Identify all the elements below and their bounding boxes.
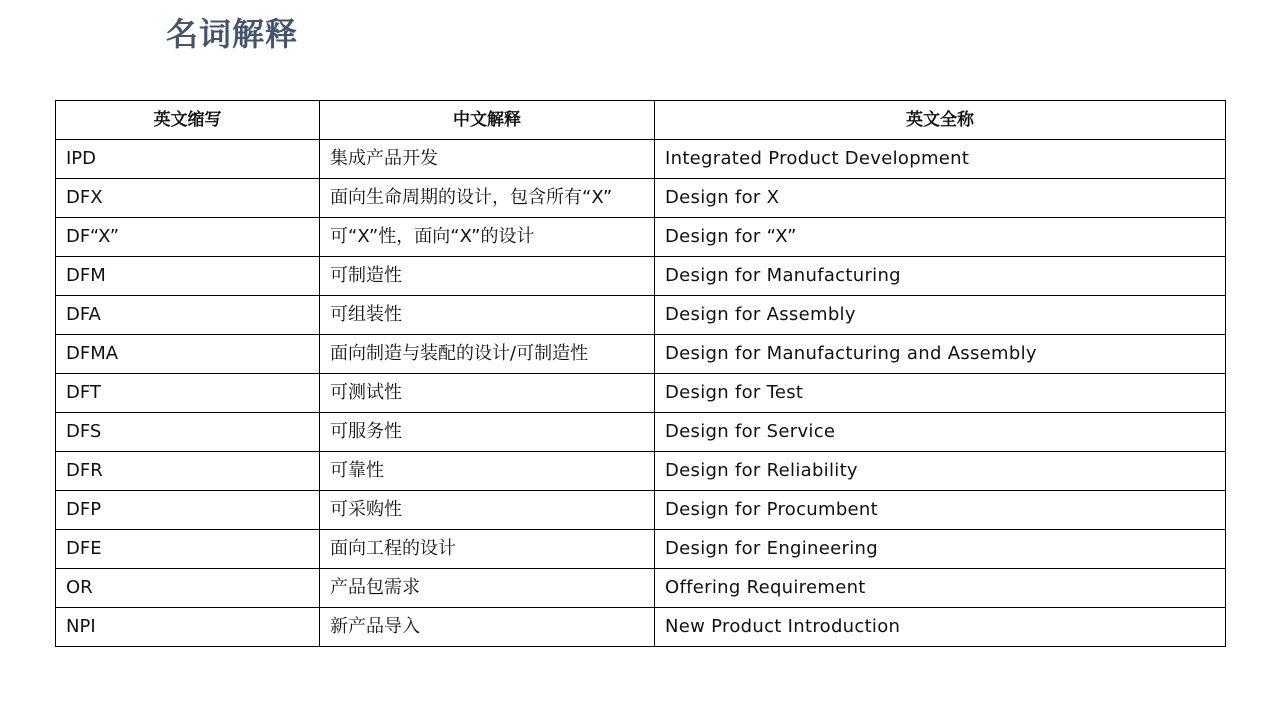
cell-abbreviation: OR: [56, 569, 320, 608]
cell-abbreviation: DFP: [56, 491, 320, 530]
cell-chinese-explanation: 可制造性: [320, 257, 655, 296]
cell-english-full-name: Design for Manufacturing: [655, 257, 1226, 296]
header-chinese-explanation: 中文解释: [320, 101, 655, 140]
table-row: [56, 140, 1226, 179]
cell-english-full-name: Design for Service: [655, 413, 1226, 452]
table-row: [56, 257, 1226, 296]
table-row: [56, 374, 1226, 413]
table-header-row: [56, 101, 1226, 140]
table-row: [56, 491, 1226, 530]
cell-chinese-explanation: 集成产品开发: [320, 140, 655, 179]
cell-english-full-name: Design for X: [655, 179, 1226, 218]
cell-english-full-name: Design for Test: [655, 374, 1226, 413]
cell-abbreviation: DFR: [56, 452, 320, 491]
cell-abbreviation: NPI: [56, 608, 320, 647]
table-row: [56, 608, 1226, 647]
cell-chinese-explanation: 面向生命周期的设计，包含所有“X”: [320, 179, 655, 218]
table-row: [56, 179, 1226, 218]
cell-abbreviation: DFX: [56, 179, 320, 218]
cell-english-full-name: Design for “X”: [655, 218, 1226, 257]
cell-chinese-explanation: 新产品导入: [320, 608, 655, 647]
table-row: [56, 413, 1226, 452]
page-title: 名词解释: [166, 15, 299, 53]
cell-abbreviation: DFMA: [56, 335, 320, 374]
cell-english-full-name: Design for Procumbent: [655, 491, 1226, 530]
header-abbreviation: 英文缩写: [56, 101, 320, 140]
cell-english-full-name: Design for Assembly: [655, 296, 1226, 335]
cell-chinese-explanation: 可测试性: [320, 374, 655, 413]
table-row: [56, 452, 1226, 491]
cell-chinese-explanation: 可“X”性，面向“X”的设计: [320, 218, 655, 257]
cell-chinese-explanation: 可服务性: [320, 413, 655, 452]
cell-english-full-name: Design for Reliability: [655, 452, 1226, 491]
cell-chinese-explanation: 产品包需求: [320, 569, 655, 608]
cell-abbreviation: DFS: [56, 413, 320, 452]
cell-chinese-explanation: 可靠性: [320, 452, 655, 491]
table-row: [56, 218, 1226, 257]
cell-chinese-explanation: 可采购性: [320, 491, 655, 530]
cell-abbreviation: DFE: [56, 530, 320, 569]
cell-english-full-name: New Product Introduction: [655, 608, 1226, 647]
cell-abbreviation: IPD: [56, 140, 320, 179]
cell-abbreviation: DFA: [56, 296, 320, 335]
table-row: [56, 569, 1226, 608]
cell-chinese-explanation: 面向制造与装配的设计/可制造性: [320, 335, 655, 374]
cell-english-full-name: Design for Engineering: [655, 530, 1226, 569]
cell-english-full-name: Design for Manufacturing and Assembly: [655, 335, 1226, 374]
header-english-full-name: 英文全称: [655, 101, 1226, 140]
table-row: [56, 335, 1226, 374]
cell-english-full-name: Offering Requirement: [655, 569, 1226, 608]
cell-abbreviation: DF“X”: [56, 218, 320, 257]
cell-abbreviation: DFM: [56, 257, 320, 296]
glossary-table: [55, 100, 1226, 647]
cell-english-full-name: Integrated Product Development: [655, 140, 1226, 179]
cell-chinese-explanation: 可组装性: [320, 296, 655, 335]
cell-chinese-explanation: 面向工程的设计: [320, 530, 655, 569]
table-row: [56, 530, 1226, 569]
table-row: [56, 296, 1226, 335]
cell-abbreviation: DFT: [56, 374, 320, 413]
